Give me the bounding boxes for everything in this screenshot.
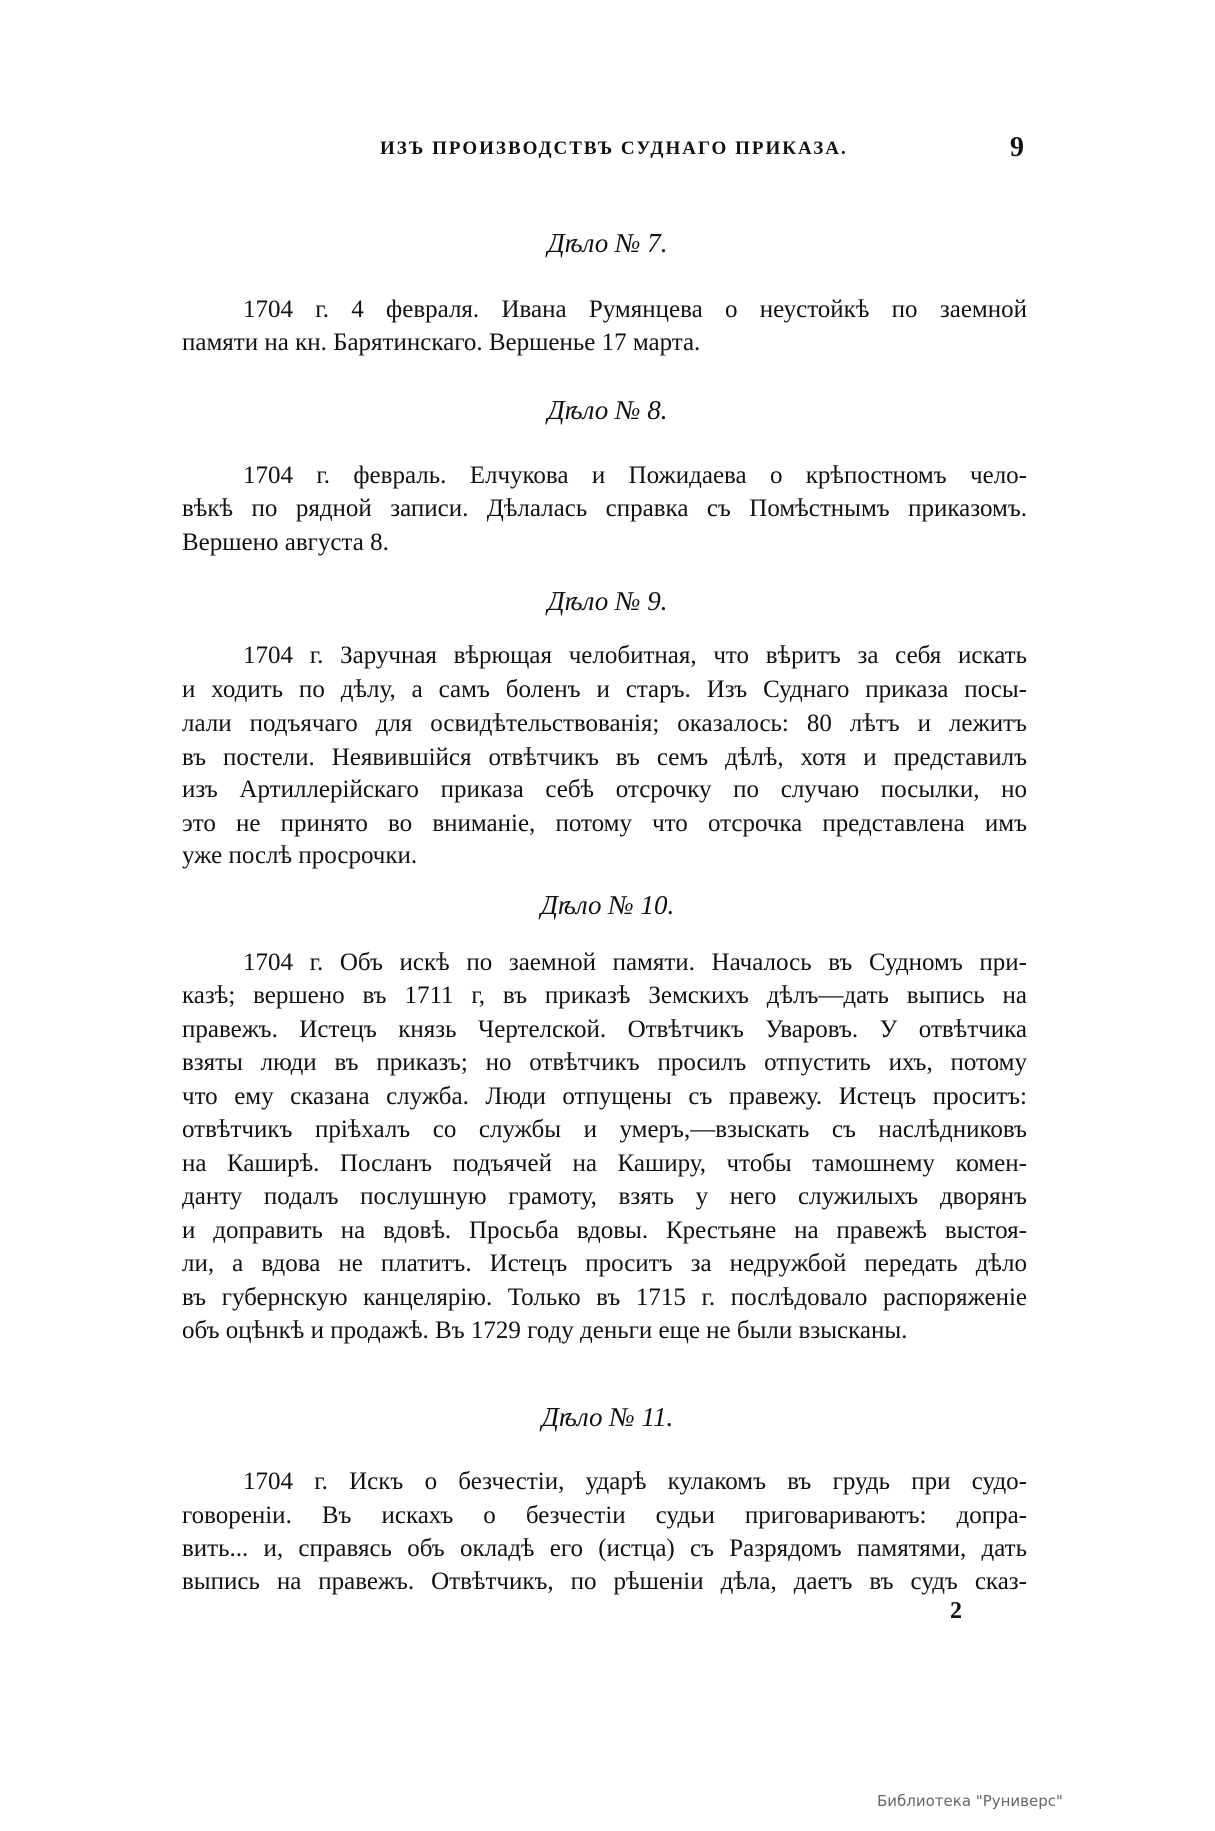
text-line: что ему сказана служба. Люди отпущены съ правежу. Истецъ проситъ: [182, 1083, 1027, 1110]
text-line: 1704 г. Заручная вѣрющая челобитная, что вѣритъ за себя искать [243, 642, 1027, 669]
text-line: изъ Артиллерійскаго приказа себѣ отсрочку по случаю посылки, но [182, 776, 1027, 803]
text-line: казѣ; вершено въ 1711 г, въ приказѣ Земскихъ дѣлъ—дать выпись на [182, 982, 1027, 1009]
text-line: данту подалъ послушную грамоту, взять у него служилыхъ дворянъ [182, 1183, 1027, 1210]
text-line: это не принято во вниманіе, потому что отсрочка представлена имъ [182, 810, 1027, 837]
page-number: 9 [1010, 132, 1024, 163]
case-heading: Дѣло № 10. [540, 890, 675, 920]
text-line: говореніи. Въ искахъ о безчестіи судьи приговариваютъ: допра- [182, 1502, 1027, 1529]
text-line: вить... и, справясь объ окладѣ его (истца) съ Разрядомъ памятями, дать [182, 1535, 1027, 1562]
text-line: на Каширѣ. Посланъ подъячей на Каширу, чтобы тамошнему комен- [182, 1150, 1027, 1177]
signature-mark: 2 [950, 1598, 962, 1624]
text-line: памяти на кн. Барятинскаго. Вершенье 17 марта. [182, 329, 701, 356]
text-line: лали подъячаго для освидѣтельствованія; оказалось: 80 лѣтъ и лежитъ [182, 710, 1027, 737]
text-line: въ губернскую канцелярію. Только въ 1715 г. послѣдовало распоряженіе [182, 1284, 1027, 1311]
watermark: Библиотека "Руниверс" [877, 1792, 1063, 1810]
case-heading: Дѣло № 8. [547, 395, 668, 425]
text-line: и ходить по дѣлу, а самъ боленъ и старъ. Изъ Суднаго приказа посы- [182, 676, 1027, 703]
text-line: объ оцѣнкѣ и продажѣ. Въ 1729 году деньги еще не были взысканы. [182, 1317, 908, 1344]
text-line: уже послѣ просрочки. [182, 842, 418, 869]
case-heading: Дѣло № 7. [547, 228, 668, 258]
text-line: правежъ. Истецъ князь Чертелской. Отвѣтчикъ Уваровъ. У отвѣтчика [182, 1016, 1027, 1043]
case-heading: Дѣло № 9. [547, 586, 668, 616]
text-line: ли, а вдова не платитъ. Истецъ проситъ за недружбой передать дѣло [182, 1250, 1027, 1277]
text-line: 1704 г. Искъ о безчестіи, ударѣ кулакомъ въ грудь при судо- [243, 1468, 1027, 1495]
text-line: взяты люди въ приказъ; но отвѣтчикъ просилъ отпустить ихъ, потому [182, 1049, 1027, 1076]
text-line: выпись на правежъ. Отвѣтчикъ, по рѣшеніи дѣла, даетъ въ судъ сказ- [182, 1568, 1027, 1595]
text-line: вѣкѣ по рядной записи. Дѣлалась справка съ Помѣстнымъ приказомъ. [182, 495, 1027, 522]
text-line: 1704 г. февраль. Елчукова и Пожидаева о крѣпостномъ чело- [243, 462, 1027, 489]
text-line: отвѣтчикъ пріѣхалъ со службы и умеръ,—взыскать съ наслѣдниковъ [182, 1116, 1027, 1143]
text-line: въ постели. Неявившійся отвѣтчикъ въ семъ дѣлѣ, хотя и представилъ [182, 744, 1027, 771]
running-header: ИЗЪ ПРОИЗВОДСТВЪ СУДНАГО ПРИКАЗА. [380, 138, 848, 159]
text-line: 1704 г. Объ искѣ по заемной памяти. Началось въ Судномъ при- [243, 949, 1027, 976]
text-line: 1704 г. 4 февраля. Ивана Румянцева о неустойкѣ по заемной [243, 296, 1027, 323]
case-heading: Дѣло № 11. [541, 1402, 674, 1432]
text-line: Вершено августа 8. [182, 529, 389, 556]
text-line: и доправить на вдовѣ. Просьба вдовы. Крестьяне на правежѣ выстоя- [182, 1217, 1027, 1244]
